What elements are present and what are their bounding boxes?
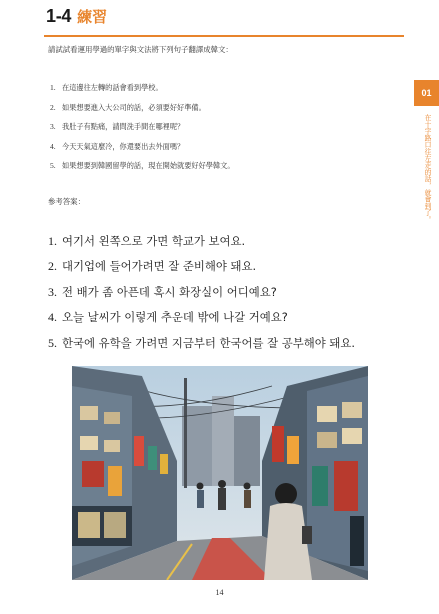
answer-item [48, 259, 355, 284]
lesson-title: 練習 [77, 8, 108, 26]
answer-item [48, 234, 355, 259]
question-item [50, 122, 235, 142]
question-number: 4. [50, 141, 56, 151]
question-item [50, 83, 235, 103]
answer-text: 대기업에 들어가려면 잘 준비해야 돼요. [62, 259, 257, 274]
answer-text: 한국에 유학을 가려면 지금부터 한국어를 잘 공부해야 돼요. [62, 335, 356, 350]
header-divider [44, 35, 404, 37]
answer-text: 전 배가 좀 아픈데 혹시 화장실이 어디예요? [62, 284, 277, 299]
answer-number: 1. [48, 234, 57, 248]
answer-number: 2. [48, 259, 57, 274]
answer-item [48, 310, 355, 335]
answer-list [48, 234, 355, 361]
question-item [50, 142, 235, 162]
chapter-tab[interactable]: 01 [414, 80, 439, 106]
page-number: 14 [215, 588, 224, 597]
question-number: 5. [50, 161, 56, 170]
answer-item [48, 336, 355, 361]
question-number: 1. [50, 83, 56, 92]
question-item [50, 161, 235, 181]
answer-item [48, 285, 355, 310]
question-text: 在這邊往左轉的話會看到學校。 [62, 83, 163, 92]
side-note: 在十字路口往左走的話，就會到了。 [423, 114, 431, 223]
question-list [50, 83, 235, 181]
exercise-instruction: 請試試看運用學過的單字與文法將下列句子翻譯成韓文： [48, 45, 233, 54]
answer-number: 5. [48, 335, 57, 350]
question-text: 今天天氣這麼冷，你還要出去外面嗎？ [62, 141, 185, 151]
question-text: 我肚子有點痛，請問洗手間在哪裡呢？ [62, 122, 185, 131]
answer-text: 오늘 날씨가 이렇게 추운데 밖에 나갈 거예요? [62, 310, 288, 325]
answer-number: 4. [48, 310, 57, 325]
question-number: 2. [50, 102, 56, 112]
question-text: 如果想要進入大公司的話，必須要好好準備。 [62, 102, 206, 112]
answer-text: 여기서 왼쪽으로 가면 학교가 보여요. [62, 234, 246, 248]
question-text: 如果想要到韓國留學的話，現在開始就要好好學韓文。 [62, 161, 235, 170]
answers-label: 參考答案： [48, 197, 85, 206]
lesson-header [46, 6, 107, 34]
answer-number: 3. [48, 284, 57, 299]
question-number: 3. [50, 122, 56, 131]
question-item [50, 103, 235, 123]
lesson-number: 1-4 [46, 6, 72, 26]
street-illustration [72, 366, 368, 580]
